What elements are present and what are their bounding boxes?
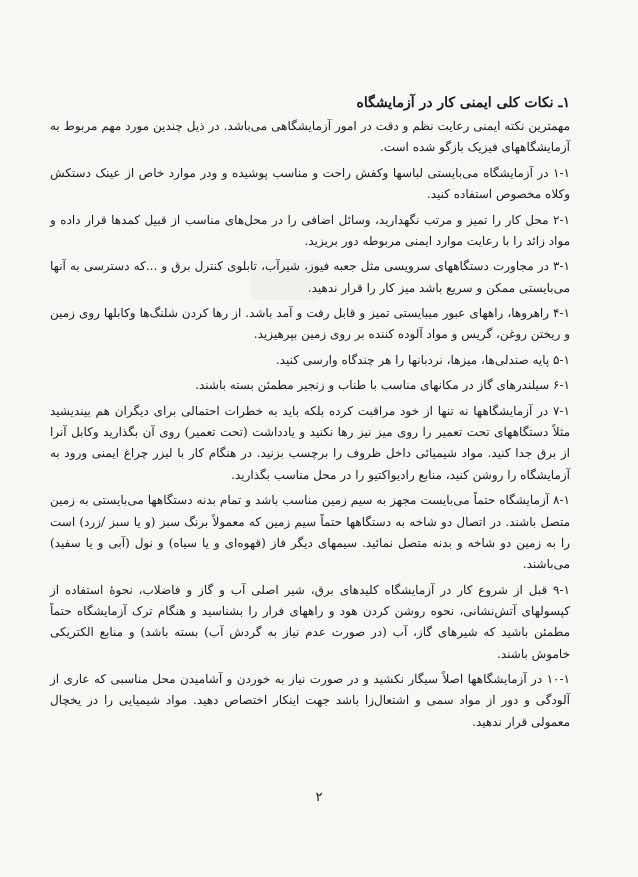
- page-number: ۲: [315, 790, 323, 805]
- safety-item-8: ۸-۱ آزمایشگاه حتماً می‌بایست مجهز به سیم زمین مناسب باشد و تمام بدنه دستگاهها می‌بایستی به زمین متصل باشند. در اتصال دو شاخه به دستگاهها حتماً سیم زمین که معمولاً برنگ سبز (و یا سبز /زرد) است را به زمین دو شاخه و بدنه متصل نمائید. سیمهای دیگر فاز (قهوه‌ای و یا سیاه) و نول (آبی و یا سفید) می‌باشند.: [50, 493, 570, 572]
- safety-item-5: ۵-۱ پایه صندلی‌ها، میزها، نردبانها را هر چندگاه وارسی کنید.: [275, 352, 570, 367]
- safety-item-4: ۴-۱ راهروها، راههای عبور میبایستی تمیز و قابل رفت و آمد باشد. از رها کردن شلنگ‌ها وکابلها روی زمین و ریختن روغن، گریس و مواد آلوده کننده بر روی زمین بپرهیزید.: [50, 306, 570, 342]
- section-heading: ۱ـ نکات کلی ایمنی کار در آزمایشگاه: [356, 95, 570, 111]
- safety-item-10: ۱۰-۱ در آزمایشگاهها اصلاً سیگار نکشید و در صورت نیاز به خوردن و آشامیدن محل مناسبی که عاری از آلودگی و دور از مواد سمی و اشتعال‌زا باشد جهت اینکار اختصاص دهید. مواد شیمیایی را در یخچال معمولی قرار ندهید.: [50, 672, 570, 729]
- safety-item-9: ۹-۱ قبل از شروع کار در آزمایشگاه کلیدهای برق، شیر اصلی آب و گاز و فاضلاب، نحوهٔ استفاده از کپسولهای آتش‌نشانی، نحوه روشن کردن هود و راههای فرار را بشناسید و هنگام ترک آزمایشگاه حتماً مطمئن باشید که شیرهای گاز، آب (در صورت عدم نیاز به گردش آب) بسته باشد) و منابع الکتریکی خاموش باشند.: [50, 582, 570, 661]
- document-body: [50, 92, 570, 737]
- safety-item-7: ۷-۱ در آزمایشگاهها نه تنها از خود مراقبت کرده بلکه باید به خطرات احتمالی برای دیگران هم بیندیشید مثلاً دستگاههای تحت تعمیر را روی میز نیز رها نکنید و یادداشت (تحت تعمیر) روی آن بگذارید وکابل آنرا از برق جدا کنید. مواد شیمیائی داخل ظروف را برچسب بزنید. در هنگام کار با لیزر چراغ ایمنی ورود به آزمایشگاه را روشن کنید، منابع رادیواکتیو را در محل مناسب بگذارید.: [50, 403, 570, 482]
- intro-paragraph: مهمترین نکته ایمنی رعایت نظم و دقت در امور آزمایشگاهی می‌باشد. در ذیل چندین مورد مهم مربوط به آزمایشگاههای فیزیک بازگو شده است.: [50, 119, 570, 155]
- safety-item-3: ۳-۱ در مجاورت دستگاههای سرویسی مثل جعبه فیوز، شیرآب، تابلوی کنترل برق و ...که دسترسی به آنها می‌بایستی ممکن و سریع باشد میز کار را قرار ندهید.: [50, 259, 570, 295]
- safety-item-1: ۱-۱ در آزمایشگاه می‌بایستی لباسها وکفش راحت و مناسب پوشیده و ودر موارد خاص از عینک دستکش وکلاه مخصوص استفاده کنید.: [50, 165, 570, 202]
- safety-item-2: ۲-۱ محل کار را تمیز و مرتب نگهدارید، وسائل اضافی را در محل‌های مناسب از قبیل کمدها قرار داده و مواد زائد را با رعایت موارد ایمنی مربوطه دور بریزید.: [50, 212, 570, 248]
- safety-item-6: ۶-۱ سیلندرهای گاز در مکانهای مناسب با طناب و زنجیر مطمئن بسته باشند.: [195, 378, 570, 393]
